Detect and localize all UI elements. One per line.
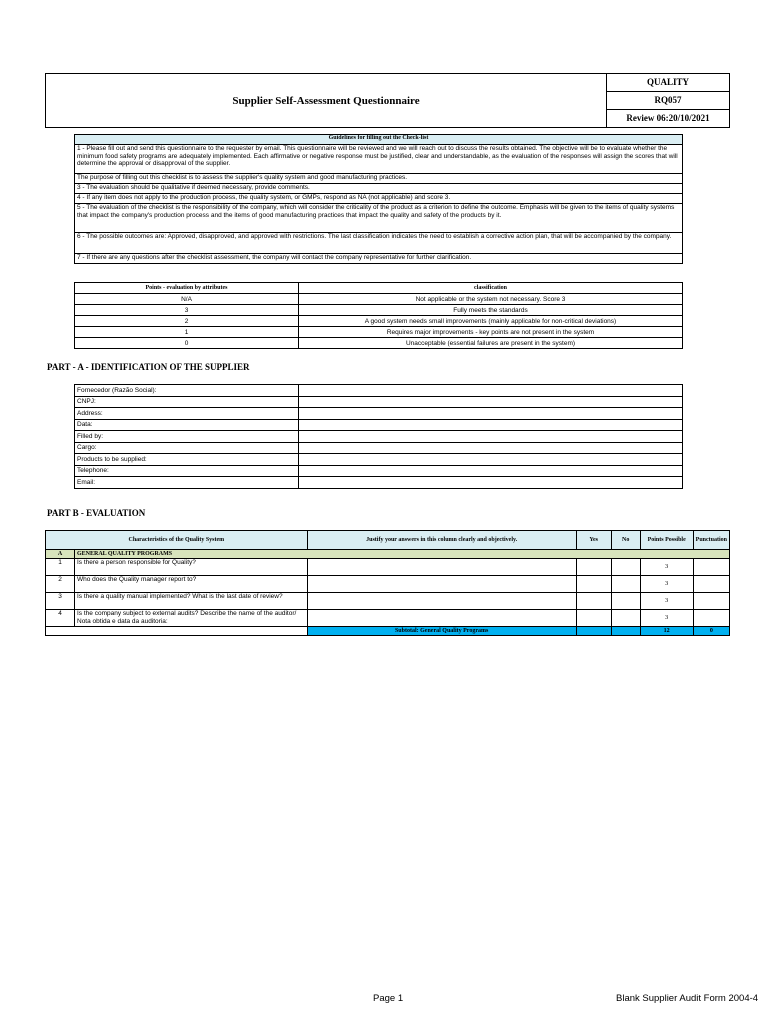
question-text: Is there a quality manual implemented? What is the last date of review? — [75, 593, 308, 610]
classification-cell: Not applicable or the system not necessary. Score 3 — [299, 294, 683, 305]
justify-input[interactable] — [307, 576, 576, 593]
guidelines-heading: Guidelines for filling out the Check-list — [75, 135, 683, 145]
question-text: Who does the Quality manager report to? — [75, 576, 308, 593]
field-label: Products to be supplied: — [75, 454, 299, 466]
classification-header: classification — [299, 283, 683, 294]
field-input[interactable] — [299, 442, 683, 454]
points-legend-table — [74, 282, 683, 349]
field-label: Address: — [75, 408, 299, 420]
points-possible: 3 — [640, 576, 693, 593]
subtotal-yes — [576, 627, 611, 636]
page-number: Page 1 — [373, 993, 404, 1004]
score-cell: 3 — [75, 305, 299, 316]
field-input[interactable] — [299, 419, 683, 431]
supplier-identification-table — [74, 384, 683, 489]
classification-cell: Unacceptable (essential failures are present in the system) — [299, 338, 683, 349]
punctuation-input[interactable] — [693, 559, 729, 576]
part-b-title: PART B - EVALUATION — [47, 508, 146, 518]
points-possible-header: Points Possible — [640, 531, 693, 550]
section-letter: A — [46, 550, 75, 559]
yes-checkbox[interactable] — [576, 576, 611, 593]
yes-checkbox[interactable] — [576, 559, 611, 576]
section-title: GENERAL QUALITY PROGRAMS — [75, 550, 730, 559]
no-header: No — [611, 531, 640, 550]
characteristics-header: Characteristics of the Quality System — [46, 531, 308, 550]
document-code: RQ057 — [607, 92, 730, 110]
no-checkbox[interactable] — [611, 559, 640, 576]
score-cell: 1 — [75, 327, 299, 338]
document-title: Supplier Self-Assessment Questionnaire — [46, 74, 607, 128]
no-checkbox[interactable] — [611, 593, 640, 610]
field-label: Telephone: — [75, 465, 299, 477]
field-label: Filled by: — [75, 431, 299, 443]
question-number: 4 — [46, 610, 75, 627]
points-possible: 3 — [640, 559, 693, 576]
guideline-item: 6 - The possible outcomes are: Approved, disapproved, and approved with restrictions. The last classification indicates the need to establish a corrective action plan, that will be accompanied by the company. — [75, 233, 683, 254]
question-number: 2 — [46, 576, 75, 593]
punctuation-header: Punctuation — [693, 531, 729, 550]
punctuation-input[interactable] — [693, 576, 729, 593]
classification-cell: Fully meets the standards — [299, 305, 683, 316]
field-label: Fornecedor (Razão Social): — [75, 385, 299, 397]
guidelines-table — [74, 134, 683, 264]
subtotal-no — [611, 627, 640, 636]
field-input[interactable] — [299, 454, 683, 466]
field-input[interactable] — [299, 385, 683, 397]
field-input[interactable] — [299, 477, 683, 489]
justify-input[interactable] — [307, 610, 576, 627]
guideline-item: 7 - If there are any questions after the checklist assessment, the company will contact the company representative for further clarification. — [75, 254, 683, 264]
subtotal-label: Subtotal: General Quality Programs — [307, 627, 576, 636]
guideline-item: 3 - The evaluation should be qualitative if deemed necessary, provide comments. — [75, 184, 683, 194]
classification-cell: Requires major improvements - key points are not present in the system — [299, 327, 683, 338]
field-input[interactable] — [299, 465, 683, 477]
field-label: Data: — [75, 419, 299, 431]
field-label: CNPJ: — [75, 396, 299, 408]
score-cell: 0 — [75, 338, 299, 349]
part-a-title: PART - A - IDENTIFICATION OF THE SUPPLIER — [47, 362, 250, 372]
guideline-item: 1 - Please fill out and send this questionnaire to the requester by email. This questionnaire will be reviewed and we will reach out to discuss the results obtained. The objective will be to evaluate whether the minimum food safety programs are adequately implemented. Each affirmative or negative response must be justified, clear and understandable, as the evaluation of the responses will assign the scores that will determine the approval or disapproval of the supplier. — [75, 145, 683, 174]
yes-checkbox[interactable] — [576, 610, 611, 627]
evaluation-table — [45, 530, 730, 636]
points-possible: 3 — [640, 593, 693, 610]
question-number: 3 — [46, 593, 75, 610]
field-label: Email: — [75, 477, 299, 489]
guideline-item: The purpose of filling out this checklist is to assess the supplier's quality system and good manufacturing practices. — [75, 174, 683, 184]
points-header: Points - evaluation by attributes — [75, 283, 299, 294]
review-label: Review 06:20/10/2021 — [607, 110, 730, 128]
guideline-item: 5 - The evaluation of the checklist is the responsibility of the company, which will consider the criticality of the product as a criterion to define the outcome. Emphasis will be given to the items of quality systems that impact the company's production process and the items of good manufacturing practices that impact the quality and safety of the products by it. — [75, 204, 683, 233]
yes-checkbox[interactable] — [576, 593, 611, 610]
guideline-item: 4 - If any item does not apply to the production process, the quality system, or GMPs, respond as NA (not applicable) and score 3. — [75, 194, 683, 204]
question-number: 1 — [46, 559, 75, 576]
punctuation-input[interactable] — [693, 610, 729, 627]
score-cell: 2 — [75, 316, 299, 327]
form-name: Blank Supplier Audit Form 2004-4 — [616, 993, 759, 1004]
justify-header: Justify your answers in this column clearly and objectively. — [307, 531, 576, 550]
punctuation-input[interactable] — [693, 593, 729, 610]
field-input[interactable] — [299, 408, 683, 420]
yes-header: Yes — [576, 531, 611, 550]
score-cell: N/A — [75, 294, 299, 305]
subtotal-score: 0 — [693, 627, 729, 636]
department-label: QUALITY — [607, 74, 730, 92]
field-input[interactable] — [299, 431, 683, 443]
points-possible: 3 — [640, 610, 693, 627]
question-text: Is the company subject to external audits? Describe the name of the auditor/ Nota obtida e data da auditoria: — [75, 610, 308, 627]
question-text: Is there a person responsible for Quality? — [75, 559, 308, 576]
field-input[interactable] — [299, 396, 683, 408]
justify-input[interactable] — [307, 559, 576, 576]
classification-cell: A good system needs small improvements (mainly applicable for non-critical deviations) — [299, 316, 683, 327]
justify-input[interactable] — [307, 593, 576, 610]
no-checkbox[interactable] — [611, 576, 640, 593]
subtotal-spacer — [46, 627, 308, 636]
no-checkbox[interactable] — [611, 610, 640, 627]
field-label: Cargo: — [75, 442, 299, 454]
document-header — [45, 73, 730, 128]
subtotal-points: 12 — [640, 627, 693, 636]
